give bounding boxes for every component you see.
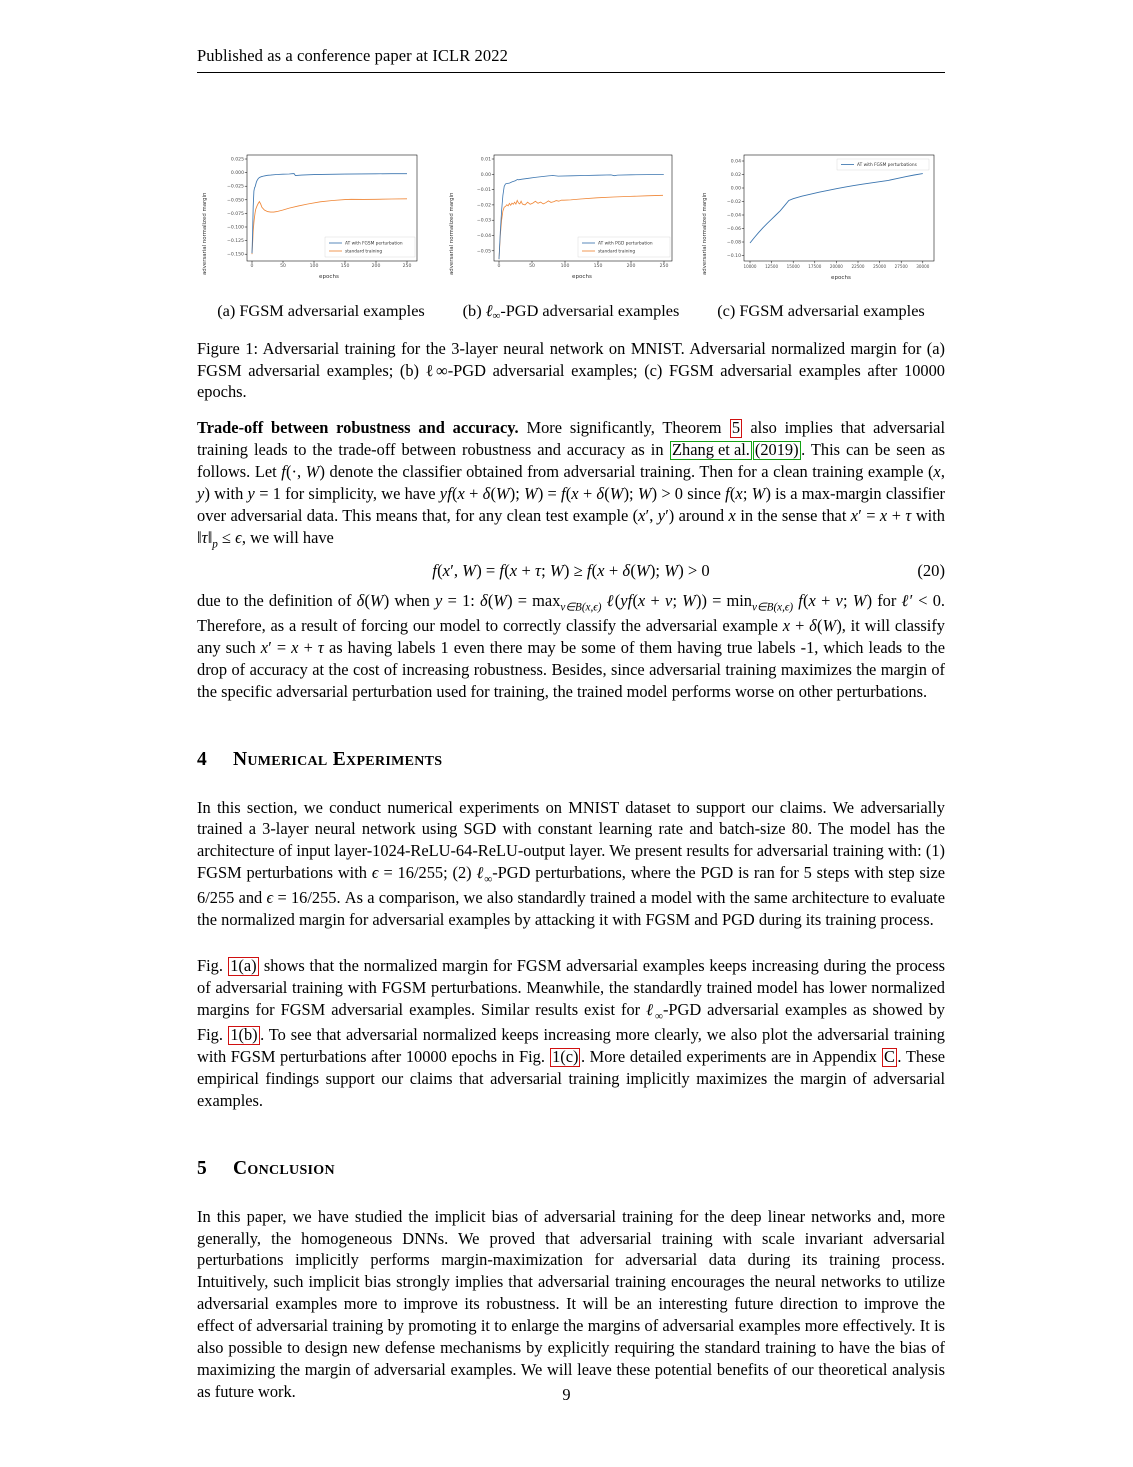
svg-text:−0.025: −0.025 [226,184,244,190]
svg-text:15000: 15000 [786,264,800,269]
subcaption-a [197,301,445,322]
svg-text:AT with FGSM perturbation: AT with FGSM perturbation [345,241,403,247]
svg-text:−0.10: −0.10 [726,254,741,259]
figure-caption-label: Figure 1: [197,338,259,358]
svg-text:0.025: 0.025 [230,157,244,163]
svg-text:0.00: 0.00 [730,186,741,192]
svg-text:adversarial normalized margin: adversarial normalized margin [202,192,208,275]
svg-text:−0.02: −0.02 [476,203,491,209]
link-citation-author[interactable]: Zhang et al. [672,440,750,460]
svg-text:−0.04: −0.04 [726,213,741,219]
link-figure-1c[interactable]: 1(c) [552,1047,579,1067]
link-theorem-5[interactable]: 5 [731,418,741,438]
svg-text:22500: 22500 [851,264,865,269]
link-figure-1b[interactable]: 1(b) [230,1025,258,1045]
plot-b-svg [444,147,676,289]
svg-text:17500: 17500 [808,264,822,269]
tradeoff-runin: Trade-off between robustness and accuracy. [197,418,519,438]
subcaption-b-subscript: ∞ [492,309,501,322]
subcaption-b-text: -PGD adversarial examples [500,301,680,320]
svg-text:27500: 27500 [894,264,908,269]
svg-text:200: 200 [371,264,381,269]
figure-caption-text: Adversarial training for the 3-layer neural network on MNIST. Adversarial normalized margin for (a) FGSM adversarial examples; (b) ℓ∞-PGD adversarial examples; (c) FGSM adversarial examples after 10000 epochs. [197,338,945,402]
section-5-title: Conclusion [233,1157,335,1179]
plot-b-legend [578,237,670,257]
plot-b [444,147,676,289]
plot-a [197,147,423,289]
svg-text:150: 150 [593,264,603,269]
svg-text:−0.05: −0.05 [476,249,491,255]
plot-c-svg [697,147,945,289]
svg-text:200: 200 [626,264,636,269]
link-citation-year[interactable]: (2019) [754,440,799,460]
subfigure-b [444,147,676,289]
svg-text:−0.08: −0.08 [726,240,741,246]
svg-text:0.04: 0.04 [730,159,741,165]
svg-text:50: 50 [529,264,535,269]
figure-1-plots [197,147,945,289]
section-heading-4 [197,749,945,771]
svg-text:−0.03: −0.03 [476,218,491,224]
svg-text:standard training: standard training [598,249,636,255]
equation-20-number: (20) [917,560,945,580]
svg-text:0: 0 [250,264,254,269]
svg-text:AT with FGSM perturbations: AT with FGSM perturbations [857,163,917,169]
svg-text:50: 50 [280,264,286,269]
svg-text:20000: 20000 [829,264,843,269]
subcaption-c-tag: (c) [717,301,736,320]
svg-text:25000: 25000 [873,264,887,269]
plot-a-svg [197,147,423,289]
paragraph-tradeoff: Trade-off between robustness and accuracy. More significantly, Theorem 5 also implies that adversarial training leads to the trade-off between robustness and accuracy as in Zhang et al. (2019) . This can be seen as follows. Let f(·, W) denote the classifier obtained from adversarial training. Then for a clean training example (x, y) with y = 1 for simplicity, we have yf(x + δ(W); W) = f(x + δ(W); W) > 0 since f(x; W) is a max-margin classifier over adversarial data. This means that, for any clean test example (x′, y′) around x in the sense that x′ = x + τ with $‖\tau‖_p \le \epsilon$, we will have [197,418,945,550]
subfigure-c [697,147,945,289]
paragraph-after-equation: due to the definition of δ(W) when y = 1: $\delta(W) = \max_{v\in B(x,\epsilon)}$ ℓ(yf(x + v; $W)) = \min_{v\in B(x,\epsilon)} f(x + v$; W) for ℓ′ < 0. Therefore, as a result of forcing our model to correctly classify the adversarial example x + δ(W), it will classify any such x′ = x + τ as having labels 1 even there may be some of them having true labels -1, which leads to the drop of accuracy at the cost of increasing robustness. Besides, since adversarial training maximizes the margin of the specific adversarial perturbation used for training, the trained model performs worse on other perturbations. [197,590,945,701]
subcaption-b-ell: ℓ [485,301,493,320]
svg-text:0.000: 0.000 [230,171,244,177]
figure-caption [197,338,945,403]
page-content [197,46,945,1403]
svg-text:0.01: 0.01 [480,157,491,163]
subcaption-c [697,301,945,322]
svg-text:30000: 30000 [916,264,930,269]
subcaption-a-tag: (a) [217,301,236,320]
svg-text:250: 250 [402,264,412,269]
svg-text:adversarial normalized margin: adversarial normalized margin [702,192,708,275]
figure-subcaptions [197,301,945,322]
svg-text:−0.06: −0.06 [726,227,741,232]
svg-text:−0.01: −0.01 [476,188,491,194]
link-figure-1a[interactable]: 1(a) [230,956,257,976]
section-heading-5 [197,1158,945,1180]
svg-text:adversarial normalized margin: adversarial normalized margin [449,192,455,275]
page-number: 9 [562,1385,571,1404]
svg-text:epochs: epochs [319,274,339,280]
subcaption-c-text: FGSM adversarial examples [739,301,925,320]
svg-text:epochs: epochs [572,274,592,280]
running-head: Published as a conference paper at ICLR 2022 [197,46,945,73]
svg-text:0: 0 [497,264,501,269]
subcaption-a-text: FGSM adversarial examples [239,301,425,320]
svg-text:0.00: 0.00 [480,172,491,178]
svg-text:AT with PGD perturbation: AT with PGD perturbation [598,241,653,247]
section-5-number: 5 [197,1157,208,1179]
svg-text:−0.050: −0.050 [226,198,244,204]
paragraph-experiments-2: Fig. 1(a) shows that the normalized margin for FGSM adversarial examples keeps increasing during the process of adversarial training with FGSM perturbations. Meanwhile, the standardly trained model has lower normalized margins for FGSM adversarial examples. Similar results exist for ℓ$_\infty$-PGD adversarial examples as showed by Fig. 1(b) . To see that adversarial normalized keeps increasing more clearly, we also plot the adversarial training with FGSM perturbations after 10000 epochs in Fig. 1(c) . More detailed experiments are in Appendix C . These empirical findings support our claims that adversarial training implicitly maximizes the margin of adversarial examples. [197,956,946,1110]
svg-text:10000: 10000 [743,264,757,269]
svg-text:−0.02: −0.02 [726,200,741,205]
equation-20: f(x′, W) = f(x + τ; W) ≥ f(x + δ(W); W) > 0 (20) [432,560,945,580]
section-4-title: Numerical Experiments [233,748,443,770]
plot-a-legend [325,237,415,257]
subcaption-b-tag: (b) [462,301,482,320]
subfigure-a [197,147,423,289]
paragraph-conclusion: In this paper, we have studied the implicit bias of adversarial training for the deep linear networks and, more generally, the homogeneous DNNs. We proved that adversarial training with scale invariant adversarial perturbations implicitly performs margin-maximization for adversarial data during its training process. Intuitively, such implicit bias strongly implies that adversarial training encourages the neural networks to utilize adversarial examples more to improve its robustness. It will be an interesting future direction to improve the effect of adversarial training by promoting it to enlarge the margins of adversarial examples more effectively. It is also possible to design new defense mechanisms by explicitly requiring the standard training to have the bias of maximizing the margin of adversarial examples. We will leave these potential benefits of our theoretical analysis as future work. [197,1206,945,1401]
plot-c-legend [837,159,929,170]
plot-c [697,147,945,289]
svg-text:−0.075: −0.075 [226,211,244,217]
link-appendix-c[interactable]: C [883,1047,895,1067]
paragraph-experiments-1: In this section, we conduct numerical experiments on MNIST dataset to support our claims. We adversarially trained a 3-layer neural network using SGD with constant learning rate and batch-size 80. The model has the architecture of input layer-1024-ReLU-64-ReLU-output layer. We present results for adversarial training with: (1) FGSM perturbations with ϵ = 16/255; (2) ℓ$_\infty$-PGD perturbations, where the PGD is ran for 5 steps with step size 6/255 and ϵ = 16/255. As a comparison, we also standardly trained a model with the same architecture to evaluate the normalized margin for adversarial examples by attacking it with FGSM and PGD during its training process. [197,797,946,930]
svg-text:standard training: standard training [345,249,383,255]
svg-text:−0.150: −0.150 [226,252,244,258]
svg-text:100: 100 [560,264,570,269]
subcaption-b [445,301,697,322]
svg-text:250: 250 [659,264,669,269]
svg-text:−0.100: −0.100 [226,225,244,231]
svg-text:−0.04: −0.04 [476,234,491,239]
svg-text:100: 100 [309,264,319,269]
svg-text:−0.125: −0.125 [226,239,244,245]
svg-text:epochs: epochs [831,275,851,281]
svg-text:12500: 12500 [765,264,779,269]
svg-text:0.02: 0.02 [730,173,741,178]
section-4-number: 4 [197,748,208,770]
svg-text:150: 150 [340,264,350,269]
